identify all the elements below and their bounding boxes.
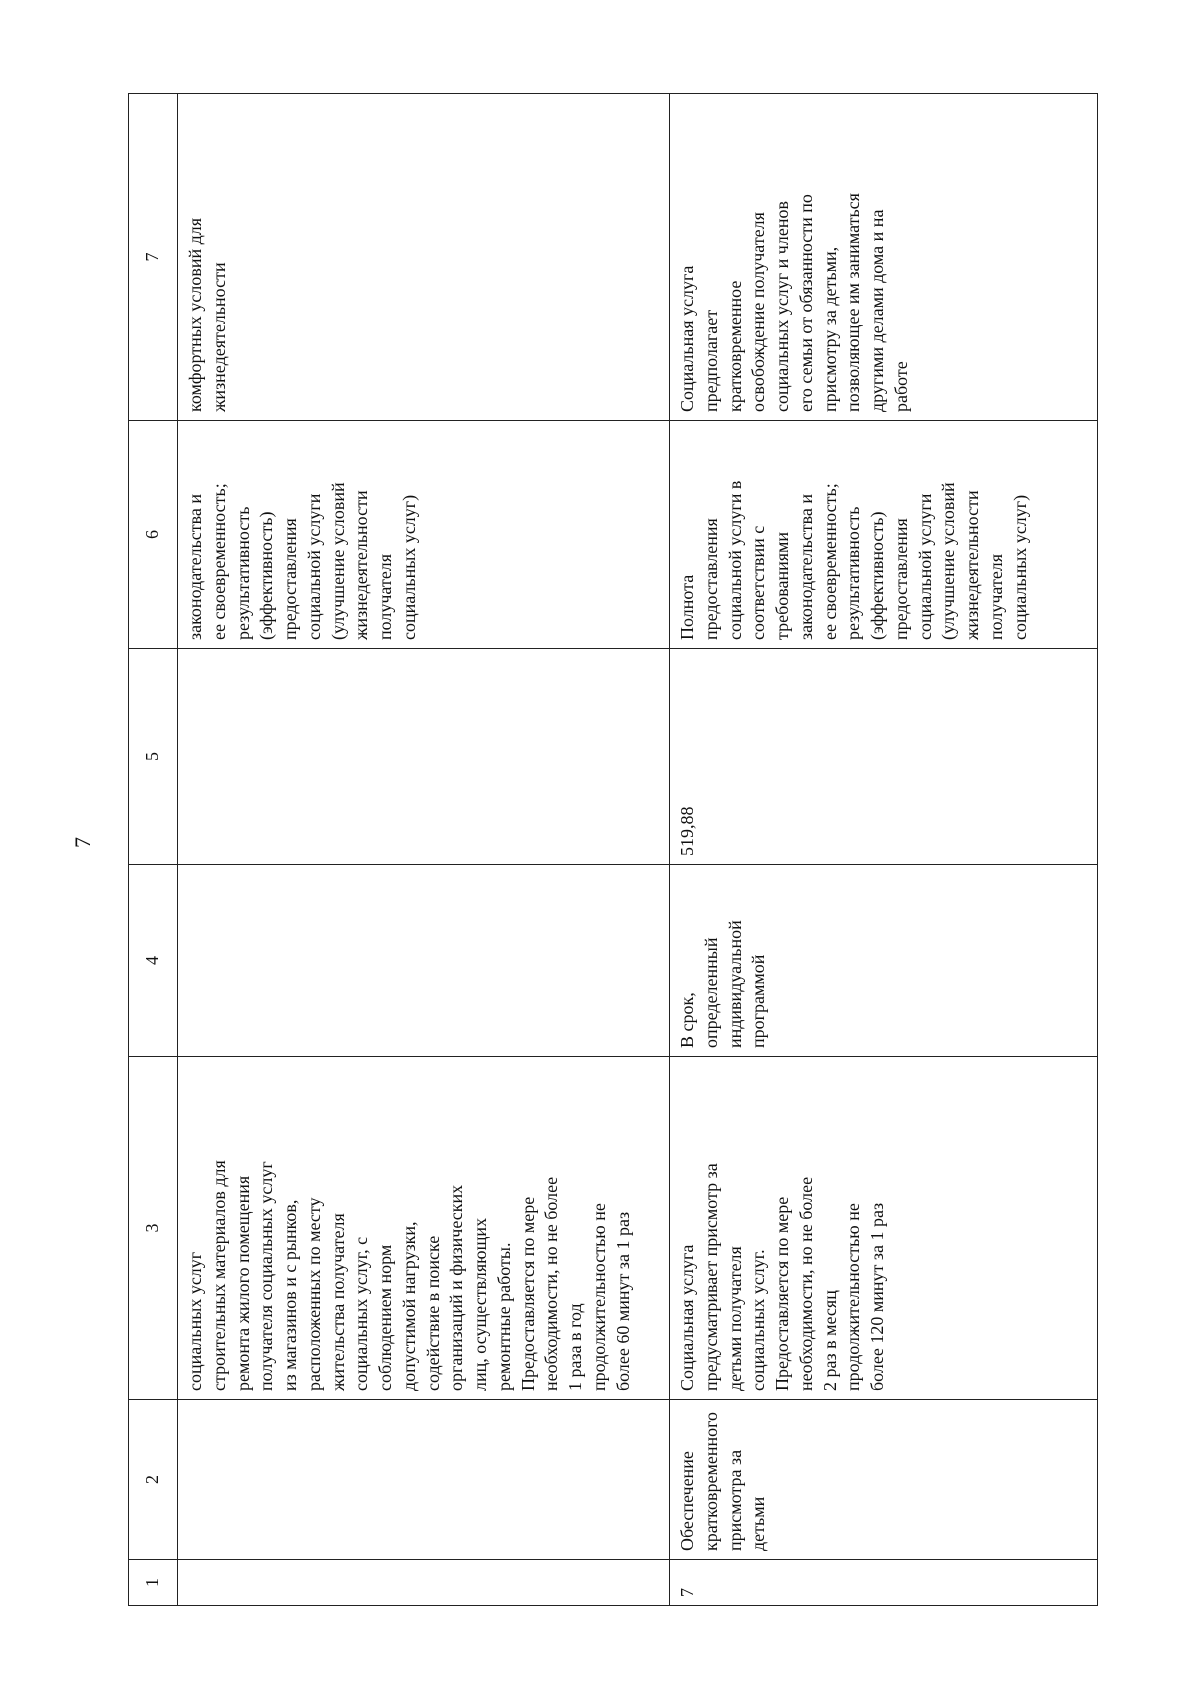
row-number-cell [178, 1560, 670, 1606]
table-row [670, 94, 1098, 1606]
row-number-cell: 7 [670, 1560, 1098, 1606]
header-cell-5: 5 [129, 649, 178, 865]
table-header-row [129, 94, 178, 1606]
service-name-cell: Обеспечение кратковременного присмотра за детьми [670, 1400, 1098, 1560]
service-conditions-cell: Социальная услуга предполагает кратковременное освобождение получателя социальных услуг и членов его семьи от обязанности по присмотру за детьми, позволяющее им заниматься другими делами дома и на работе [670, 94, 1098, 421]
services-table [128, 93, 1098, 1606]
header-cell-1: 1 [129, 1560, 178, 1606]
service-name-cell [178, 1400, 670, 1560]
service-conditions-cell: комфортных условий для жизнедеятельности [178, 94, 670, 421]
service-description-cell: социальных услуг строительных материалов для ремонта жилого помещения получателя социальных услуг из магазинов и с рынков, расположенных по месту жительства получателя социальных услуг, с соблюдением норм допустимой нагрузки, содействие в поиске организаций и физических лиц, осуществляющих ремонтные работы. Предоставляется по мере необходимости, но не более 1 раза в год продолжительностью не более 60 минут за 1 раз [178, 1057, 670, 1400]
services-table-container [128, 94, 1088, 1606]
header-cell-2: 2 [129, 1400, 178, 1560]
service-term-cell [178, 865, 670, 1057]
service-price-cell: 519,88 [670, 649, 1098, 865]
header-cell-7: 7 [129, 94, 178, 421]
service-price-cell [178, 649, 670, 865]
table-row [178, 94, 670, 1606]
service-term-cell: В срок, определенный индивидуальной программой [670, 865, 1098, 1057]
quality-indicators-cell: законодательства и ее своевременность; результативность (эффективность) предоставления социальной услуги (улучшение условий жизнедеятельности получателя социальных услуг) [178, 421, 670, 649]
header-cell-4: 4 [129, 865, 178, 1057]
quality-indicators-cell: Полнота предоставления социальной услуги в соответствии с требованиями законодательства и ее своевременность; результативность (эффективность) предоставления социальной услуги (улучшение условий жизнедеятельности получателя социальных услуг) [670, 421, 1098, 649]
page-number: 7 [70, 837, 95, 848]
service-description-cell: Социальная услуга предусматривает присмотр за детьми получателя социальных услуг. Предоставляется по мере необходимости, но не более 2 раз в месяц продолжительностью не более 120 минут за 1 раз [670, 1057, 1098, 1400]
header-cell-3: 3 [129, 1057, 178, 1400]
header-cell-6: 6 [129, 421, 178, 649]
